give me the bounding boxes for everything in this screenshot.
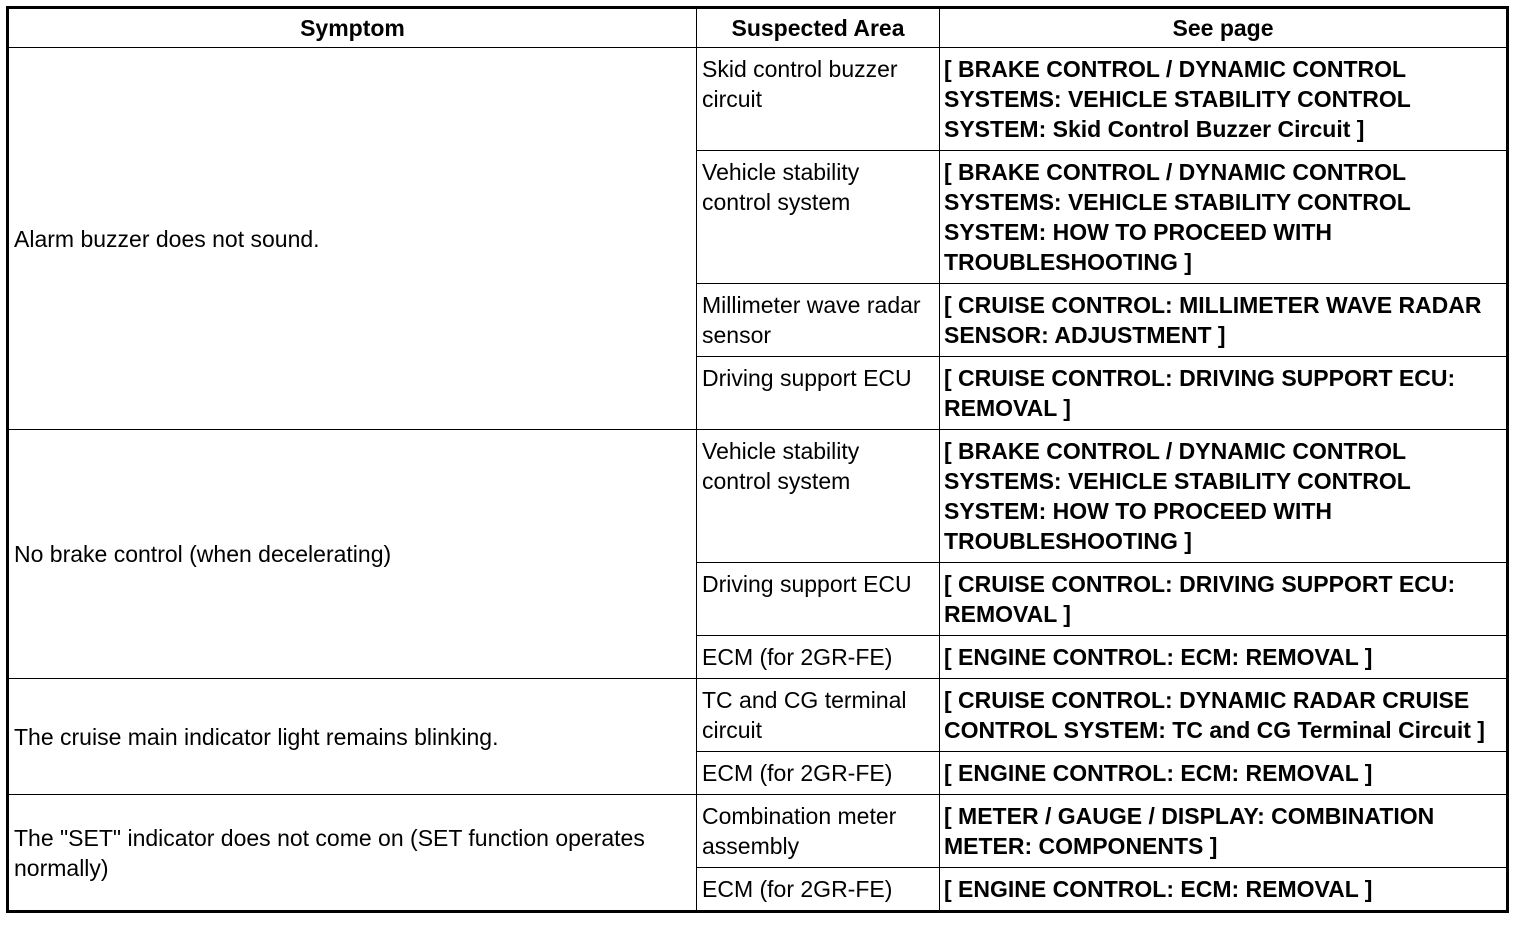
suspected-area-cell: Millimeter wave radar sensor <box>697 284 940 357</box>
suspected-area-cell: Vehicle stability control system <box>697 151 940 284</box>
symptom-column-header: Symptom <box>8 8 697 48</box>
see-page-link[interactable]: [ ENGINE CONTROL: ECM: REMOVAL ] <box>940 636 1508 679</box>
see-page-link[interactable]: [ METER / GAUGE / DISPLAY: COMBINATION METER: COMPONENTS ] <box>940 795 1508 868</box>
suspected-area-cell: ECM (for 2GR-FE) <box>697 868 940 912</box>
suspected-area-cell: TC and CG terminal circuit <box>697 679 940 752</box>
troubleshooting-table-wrapper <box>6 6 1509 913</box>
suspected-area-cell: ECM (for 2GR-FE) <box>697 636 940 679</box>
see-page-link[interactable]: [ ENGINE CONTROL: ECM: REMOVAL ] <box>940 868 1508 912</box>
table-row <box>8 430 1508 563</box>
table-row <box>8 795 1508 868</box>
see-page-link[interactable]: [ CRUISE CONTROL: DRIVING SUPPORT ECU: REMOVAL ] <box>940 563 1508 636</box>
suspected-area-column-header: Suspected Area <box>697 8 940 48</box>
symptom-cell: The "SET" indicator does not come on (SET function operates normally) <box>8 795 697 912</box>
suspected-area-cell: Vehicle stability control system <box>697 430 940 563</box>
see-page-link[interactable]: [ BRAKE CONTROL / DYNAMIC CONTROL SYSTEMS: VEHICLE STABILITY CONTROL SYSTEM: HOW TO PROCEED WITH TROUBLESHOOTING ] <box>940 151 1508 284</box>
suspected-area-cell: ECM (for 2GR-FE) <box>697 752 940 795</box>
table-row <box>8 679 1508 752</box>
see-page-link[interactable]: [ ENGINE CONTROL: ECM: REMOVAL ] <box>940 752 1508 795</box>
suspected-area-cell: Skid control buzzer circuit <box>697 48 940 151</box>
table-header-row <box>8 8 1508 48</box>
suspected-area-cell: Driving support ECU <box>697 563 940 636</box>
see-page-column-header: See page <box>940 8 1508 48</box>
troubleshooting-table <box>6 6 1509 913</box>
table-row <box>8 48 1508 151</box>
see-page-link[interactable]: [ BRAKE CONTROL / DYNAMIC CONTROL SYSTEMS: VEHICLE STABILITY CONTROL SYSTEM: Skid Control Buzzer Circuit ] <box>940 48 1508 151</box>
see-page-link[interactable]: [ CRUISE CONTROL: DYNAMIC RADAR CRUISE CONTROL SYSTEM: TC and CG Terminal Circuit ] <box>940 679 1508 752</box>
suspected-area-cell: Combination meter assembly <box>697 795 940 868</box>
symptom-cell: Alarm buzzer does not sound. <box>8 48 697 430</box>
see-page-link[interactable]: [ CRUISE CONTROL: DRIVING SUPPORT ECU: REMOVAL ] <box>940 357 1508 430</box>
see-page-link[interactable]: [ CRUISE CONTROL: MILLIMETER WAVE RADAR SENSOR: ADJUSTMENT ] <box>940 284 1508 357</box>
see-page-link[interactable]: [ BRAKE CONTROL / DYNAMIC CONTROL SYSTEMS: VEHICLE STABILITY CONTROL SYSTEM: HOW TO PROCEED WITH TROUBLESHOOTING ] <box>940 430 1508 563</box>
suspected-area-cell: Driving support ECU <box>697 357 940 430</box>
symptom-cell: The cruise main indicator light remains blinking. <box>8 679 697 795</box>
symptom-cell: No brake control (when decelerating) <box>8 430 697 679</box>
